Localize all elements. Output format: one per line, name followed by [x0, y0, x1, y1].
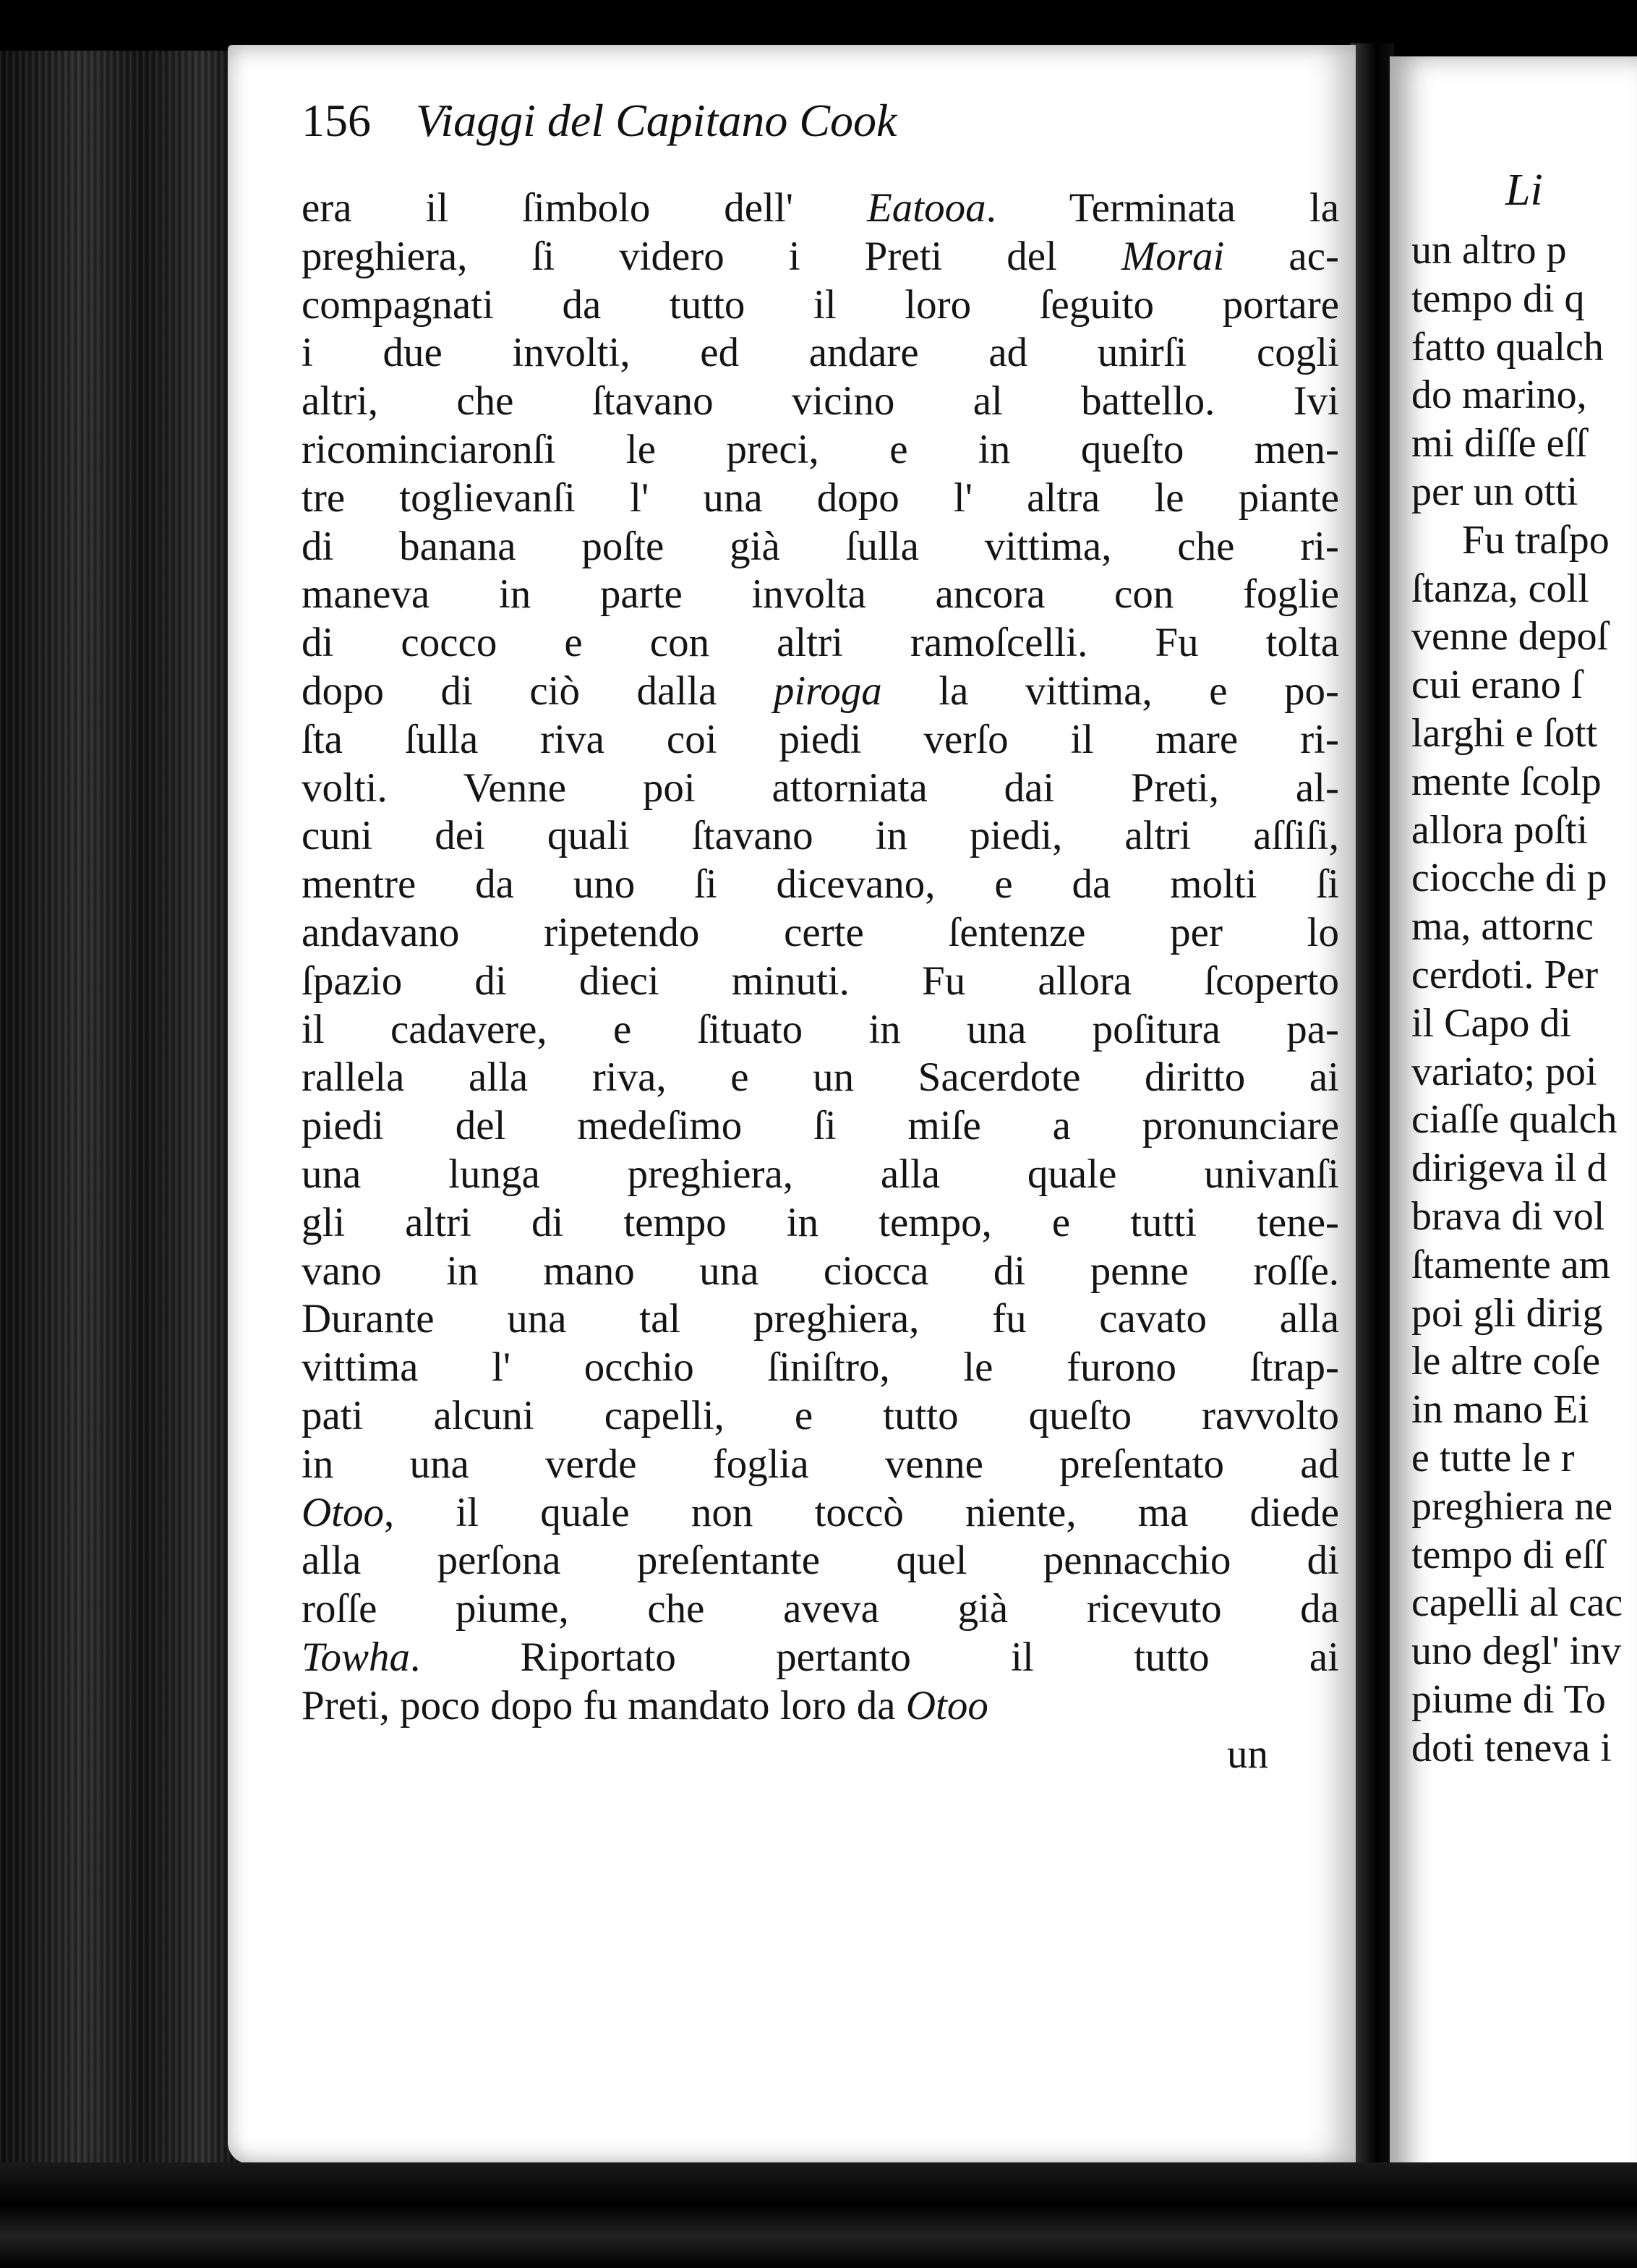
right-text-line: cui erano ſ [1411, 662, 1583, 708]
text-line: gli altri di tempo in tempo, e tutti tene- [302, 1199, 1339, 1245]
text-line: ſpazio di dieci minuti. Fu allora ſcoperto [302, 958, 1339, 1004]
text-line: una lunga preghiera, alla quale univanſi [302, 1151, 1339, 1197]
right-running-head: Li [1505, 166, 1543, 215]
text-line: i due involti, ed andare ad unirſi cogli [302, 330, 1339, 376]
text-line: in una verde foglia venne preſentato ad [302, 1441, 1339, 1487]
right-text-line: poi gli dirig [1411, 1290, 1603, 1336]
right-text-line: ſtamente am [1411, 1242, 1611, 1287]
book-gutter [1351, 43, 1394, 2213]
text-line: ricominciaronſi le preci, e in queſto men- [302, 426, 1339, 472]
text-line: roſſe piume, che aveva già ricevuto da [302, 1586, 1339, 1632]
text-line: maneva in parte involta ancora con foglie [302, 571, 1339, 618]
right-text-line: mente ſcolp [1411, 759, 1602, 804]
right-text-line: larghi e ſott [1411, 710, 1598, 756]
running-head: Viaggi del Capitano Cook [416, 95, 897, 146]
text-line: Otoo, il quale non toccò niente, ma diede [302, 1489, 1339, 1535]
text-line: di banana poſte già ſulla vittima, che ri- [302, 523, 1339, 569]
text-line: cuni dei quali ſtavano in piedi, altri aſſiſi, [302, 813, 1339, 859]
right-page [1390, 56, 1637, 2212]
text-line: preghiera, ſi videro i Preti del Morai ac- [302, 233, 1339, 279]
text-line: pati alcuni capelli, e tutto queſto ravvolto [302, 1392, 1339, 1438]
right-text-line: tempo di q [1411, 276, 1585, 321]
right-text-line: il Capo di [1411, 1000, 1571, 1046]
right-text-line: cerdoti. Per [1411, 952, 1599, 997]
text-line: di cocco e con altri ramoſcelli. Fu tolta [302, 620, 1339, 666]
right-text-line: venne depoſ [1411, 614, 1609, 660]
right-text-line: tempo di eſſ [1411, 1532, 1605, 1577]
text-line: altri, che ſtavano vicino al battello. Ivi [302, 378, 1339, 425]
right-text-line: doti teneva i [1411, 1725, 1612, 1770]
right-text-line: Fu traſpo [1462, 517, 1610, 563]
right-text-line: do marino, [1411, 372, 1587, 418]
italic-term: Otoo [302, 1489, 384, 1535]
right-text-line: capelli al cac [1411, 1580, 1623, 1626]
text-line: rallela alla riva, e un Sacerdote diritto ai [302, 1054, 1339, 1101]
right-body-text [1411, 226, 1637, 1773]
text-line: andavano ripetendo certe ſentenze per lo [302, 909, 1339, 955]
book-binding [0, 0, 239, 2268]
right-text-line: ma, attornc [1411, 904, 1594, 950]
right-text-line: piume di To [1411, 1676, 1606, 1722]
italic-term: Eatooa [866, 185, 986, 231]
text-line: vano in mano una ciocca di penne roſſe. [302, 1248, 1339, 1294]
right-text-line: variato; poi [1411, 1049, 1597, 1094]
right-text-line: mi diſſe eſſ [1411, 421, 1587, 466]
right-text-line: brava di vol [1411, 1193, 1605, 1239]
text-line: era il ſimbolo dell' Eatooa. Terminata la [302, 185, 1339, 231]
text-line: Preti, poco dopo fu mandato loro da Otoo [302, 1682, 988, 1728]
right-text-line: in mano Ei [1411, 1387, 1589, 1433]
body-text [302, 184, 1339, 1778]
text-line: piedi del medeſimo ſi miſe a pronunciare [302, 1103, 1339, 1149]
right-text-line: uno degl' inv [1411, 1629, 1622, 1674]
italic-term: Otoo [905, 1682, 988, 1728]
right-text-line: le altre coſe [1411, 1339, 1601, 1384]
text-line: Towha. Riportato pertanto il tutto ai [302, 1634, 1339, 1680]
italic-term: Towha [302, 1634, 410, 1680]
right-text-line: preghiera ne [1411, 1483, 1613, 1529]
italic-term: Morai [1121, 233, 1225, 279]
text-line: il cadavere, e ſituato in una poſitura pa- [302, 1006, 1339, 1052]
right-text-line: per un otti [1411, 469, 1578, 514]
right-text-line: fatto qualch [1411, 324, 1604, 370]
text-line: Durante una tal preghiera, fu cavato alla [302, 1296, 1339, 1342]
right-text-line: dirigeva il d [1411, 1146, 1607, 1191]
page-header [302, 94, 897, 181]
right-text-line: ciocche di p [1411, 856, 1607, 901]
text-line: compagnati da tutto il loro ſeguito portare [302, 281, 1339, 328]
text-line: tre toglievanſi l' una dopo l' altra le piante [302, 474, 1339, 521]
bottom-page-edge [0, 2162, 1637, 2268]
text-line: volti. Venne poi attorniata dai Preti, al- [302, 764, 1339, 811]
text-line: ſta ſulla riva coi piedi verſo il mare ri- [302, 716, 1339, 762]
italic-term: piroga [773, 668, 882, 714]
text-line: dopo di ciò dalla piroga la vittima, e po- [302, 668, 1339, 714]
catchword: un [1227, 1731, 1268, 1777]
right-text-line: e tutte le r [1411, 1435, 1575, 1480]
text-line: mentre da uno ſi dicevano, e da molti ſi [302, 861, 1339, 908]
right-text-line: ſtanza, coll [1411, 566, 1589, 611]
right-text-line: allora poſti [1411, 807, 1589, 853]
text-line: alla perſona preſentante quel pennacchio di [302, 1538, 1339, 1584]
right-text-line: un altro p [1411, 228, 1567, 273]
page-number: 156 [302, 95, 371, 146]
text-line: vittima l' occhio ſiniſtro, le furono ſtrap- [302, 1344, 1339, 1391]
right-text-line: ciaſſe qualch [1411, 1097, 1617, 1143]
